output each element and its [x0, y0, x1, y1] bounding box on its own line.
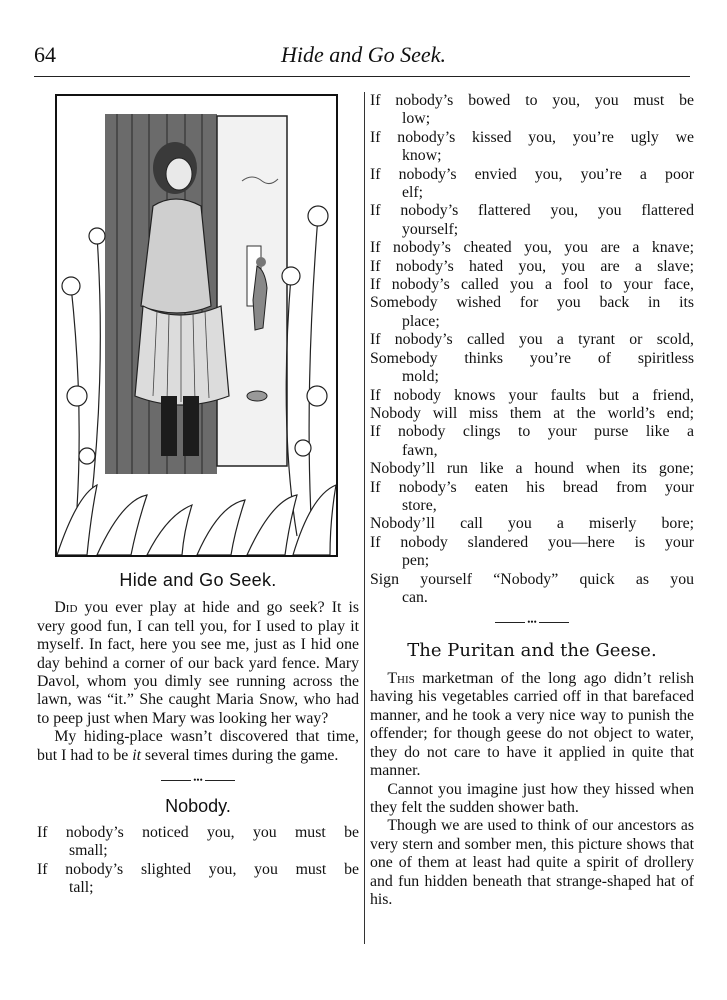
- verse-line: If nobody’s flattered you, you flattered: [370, 202, 694, 220]
- verse-line: If nobody knows your faults but a friend,: [370, 386, 694, 404]
- verse-line: If nobody’s kissed you, you’re ugly we: [370, 128, 694, 146]
- page-header: [0, 0, 727, 80]
- verse-line-continuation: low;: [402, 110, 431, 128]
- puritan-paragraph-3: Though we are used to think of our ancestors as very stern and somber men, this picture shows that one of them at least had quite a spirit of drollery and fun hidden beneath that strange-shaped hat of his.: [370, 817, 694, 908]
- verse-line: If nobody slandered you—here is your: [370, 533, 694, 551]
- verse-line-continuation: place;: [402, 312, 440, 330]
- hide-paragraph-1-lead: Did: [54, 599, 78, 617]
- verse-line: If nobody’s eaten his bread from your: [370, 478, 694, 496]
- verse-line: If nobody clings to your purse like a: [370, 423, 694, 441]
- verse-line-continuation: tall;: [69, 878, 94, 896]
- verse-line: If nobody’s hated you, you are a slave;: [370, 257, 694, 275]
- nobody-verse-left: [37, 824, 359, 898]
- verse-line: If nobody’s cheated you, you are a knave;: [370, 239, 694, 257]
- nobody-verse-right: [370, 92, 694, 607]
- puritan-paragraph-1-lead: This: [387, 670, 415, 688]
- verse-line: If nobody’s noticed you, you must be: [37, 823, 359, 841]
- puritan-paragraph-1-text: marketman of the long ago didn’t relish having his vegetables carried off in that barefaced manner, and he took a very nice way to punish the offender; for though geese do not object to water, they do not care to have it applied in quite that manner.: [370, 670, 694, 780]
- verse-line: Somebody wished for you back in its: [370, 294, 694, 312]
- verse-line-continuation: can.: [402, 588, 428, 606]
- girl-hiding-illustration: [55, 94, 338, 557]
- hide-and-go-seek-heading: Hide and Go Seek.: [119, 570, 277, 590]
- hide-paragraph-2-text-a: My hiding-place wasn’t discovered that time, but I had to be: [37, 728, 359, 764]
- verse-line: Somebody thinks you’re of spiritless: [370, 349, 694, 367]
- page-number: 64: [34, 42, 56, 67]
- hide-paragraph-2-text-b: several times during the game.: [140, 746, 339, 764]
- verse-line-continuation: fawn,: [402, 441, 438, 459]
- verse-line-continuation: yourself;: [402, 220, 459, 238]
- verse-line: Sign yourself “Nobody” quick as you: [370, 570, 694, 588]
- header-rule: [34, 76, 690, 77]
- running-title: Hide and Go Seek.: [281, 42, 446, 67]
- verse-line-continuation: small;: [69, 842, 108, 860]
- verse-line-continuation: pen;: [402, 552, 430, 570]
- column-divider: [364, 92, 365, 944]
- engraving-image: [57, 96, 336, 555]
- section-divider: •••: [370, 617, 694, 627]
- puritan-paragraph-1: [370, 670, 694, 780]
- verse-line-continuation: store,: [402, 496, 437, 514]
- verse-line: Nobody’ll call you a miserly bore;: [370, 515, 694, 533]
- verse-line: If nobody’s called you a tyrant or scold,: [370, 331, 694, 349]
- verse-line: If nobody’s called you a fool to your face,: [370, 276, 694, 294]
- hide-paragraph-2: [37, 728, 359, 765]
- verse-line-continuation: know;: [402, 147, 442, 165]
- section-divider: •••: [37, 775, 359, 785]
- hide-paragraph-1: [37, 599, 359, 728]
- hide-paragraph-1-text: you ever play at hide and go seek? It is very good fun, I can tell you, for I used to play it myself. In fact, here you see me, just as I hid one day behind a corner of our back yard fence. Mary Davol, whom you dimly see running across the lawn, was “it.” She caught Maria Snow, who had to peep just when Mary was looking her way?: [37, 599, 359, 727]
- hide-paragraph-2-italic: it: [132, 746, 141, 764]
- verse-line: Nobody’ll run like a hound when its gone;: [370, 460, 694, 478]
- puritan-and-geese-heading: The Puritan and the Geese.: [407, 639, 657, 661]
- puritan-paragraph-2: Cannot you imagine just how they hissed when they felt the sudden shower bath.: [370, 780, 694, 816]
- verse-line: If nobody’s envied you, you’re a poor: [370, 165, 694, 183]
- verse-line: If nobody’s slighted you, you must be: [37, 860, 359, 878]
- left-column: [37, 94, 359, 897]
- nobody-heading: Nobody.: [165, 796, 231, 817]
- verse-line: Nobody will miss them at the world’s end;: [370, 404, 694, 422]
- verse-line-continuation: elf;: [402, 184, 424, 202]
- verse-line: If nobody’s bowed to you, you must be: [370, 92, 694, 109]
- right-column: [370, 92, 694, 909]
- verse-line-continuation: mold;: [402, 368, 439, 386]
